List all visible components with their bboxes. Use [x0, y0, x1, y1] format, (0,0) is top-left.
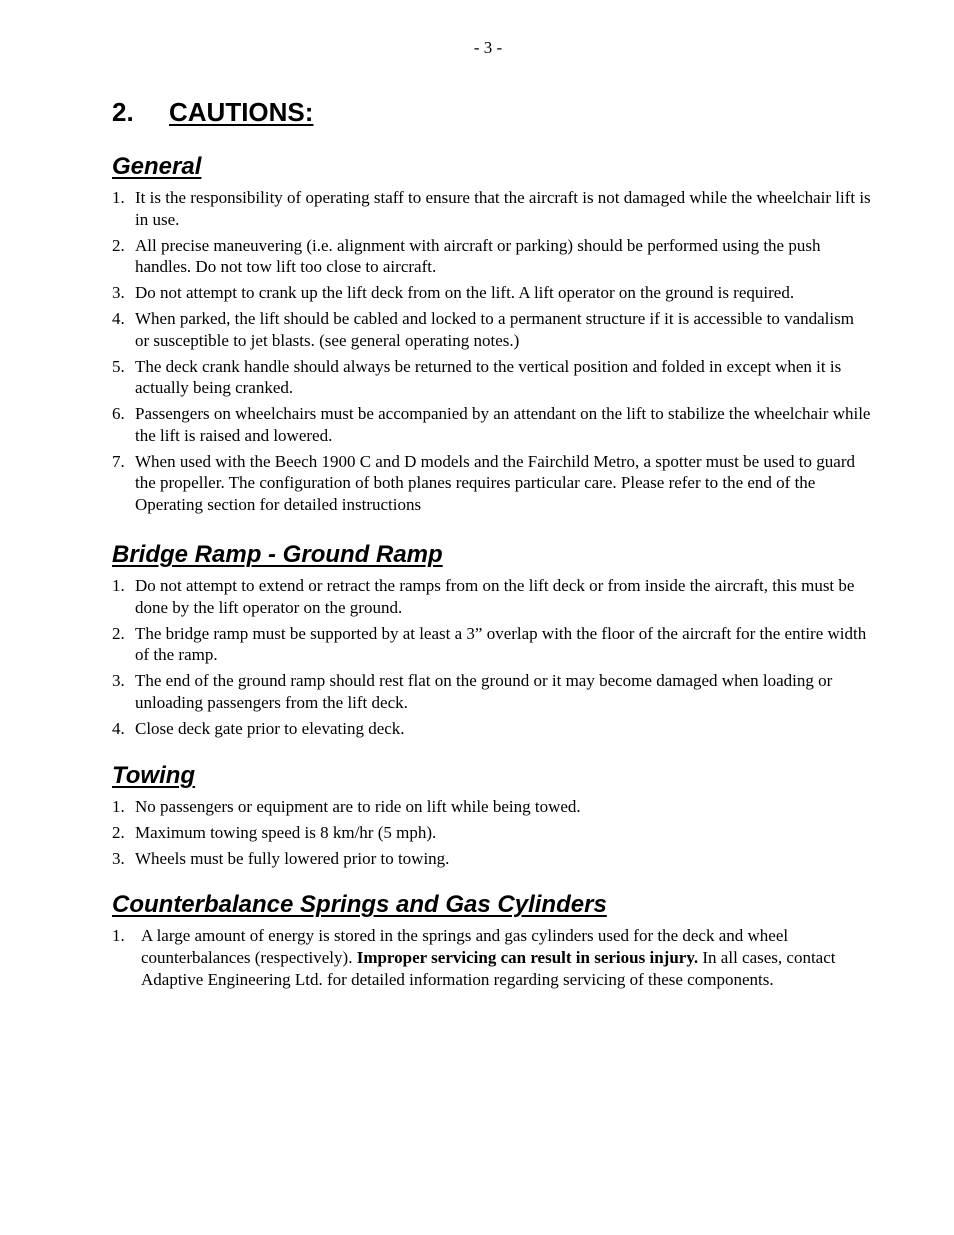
- list-item: [112, 403, 872, 446]
- item-number: 2.: [112, 623, 125, 643]
- list-item: [112, 235, 872, 278]
- item-number: 2.: [112, 823, 125, 842]
- item-number: 1.: [112, 188, 125, 207]
- list-item: [112, 623, 872, 666]
- section-heading-towing: Towing: [112, 762, 196, 789]
- item-text: Close deck gate prior to elevating deck.: [135, 718, 405, 738]
- item-text: Wheels must be fully lowered prior to towing.: [135, 849, 450, 868]
- item-number: 1.: [112, 926, 125, 945]
- list-item: [112, 670, 872, 713]
- list-item: [112, 575, 872, 618]
- item-number: 3.: [112, 849, 125, 868]
- heading-title: CAUTIONS:: [169, 97, 314, 127]
- section-heading-counterbalance: Counterbalance Springs and Gas Cylinders: [112, 891, 607, 918]
- item-number: 1.: [112, 797, 125, 816]
- item-text: When parked, the lift should be cabled and locked to a permanent structure if it is accessible to vandalism or susceptible to jet blasts. (see general operating notes.): [135, 309, 854, 350]
- towing-list: [112, 796, 872, 874]
- page-number: - 3 -: [473, 38, 503, 57]
- list-item: [112, 822, 872, 844]
- list-item: [112, 796, 872, 818]
- list-item: [112, 451, 872, 516]
- item-text: All precise maneuvering (i.e. alignment with aircraft or parking) should be performed using the push handles. Do not tow lift too close to aircraft.: [135, 235, 821, 276]
- item-text: Do not attempt to extend or retract the ramps from on the lift deck or from inside the aircraft, this must be done by the lift operator on the ground.: [135, 576, 855, 617]
- section-heading-general: General: [112, 153, 202, 180]
- item-number: 1.: [112, 576, 125, 595]
- item-text: Passengers on wheelchairs must be accompanied by an attendant on the lift to stabilize the wheelchair while the lift is raised and lowered.: [135, 404, 871, 445]
- item-number: 4.: [112, 309, 125, 328]
- item-number: 2.: [112, 235, 125, 255]
- list-item: [112, 282, 872, 304]
- item-text: The bridge ramp must be supported by at least a 3” overlap with the floor of the aircraft for the entire width of the ramp.: [135, 623, 867, 664]
- section-heading-bridge-ramp: Bridge Ramp - Ground Ramp: [112, 541, 443, 568]
- item-warning-text: Improper servicing can result in serious injury.: [356, 948, 699, 967]
- list-item: [112, 925, 872, 991]
- item-text: No passengers or equipment are to ride on lift while being towed.: [135, 797, 581, 816]
- main-heading: [112, 97, 313, 128]
- heading-number: 2.: [112, 97, 134, 127]
- item-number: 5.: [112, 356, 125, 376]
- general-list: [112, 187, 872, 520]
- list-item: [112, 308, 872, 351]
- item-number: 4.: [112, 718, 125, 738]
- item-text: When used with the Beech 1900 C and D models and the Fairchild Metro, a spotter must be used to guard the propeller. The configuration of both planes requires particular care. Please refer to the end of the Operating section for detailed instructions: [135, 451, 855, 514]
- item-text: In all cases, contact Adaptive Engineering Ltd. for detailed information regarding servicing of these components.: [141, 948, 836, 989]
- item-number: 3.: [112, 671, 125, 690]
- item-text: Do not attempt to crank up the lift deck from on the lift. A lift operator on the ground is required.: [135, 283, 795, 302]
- item-number: 7.: [112, 451, 125, 471]
- item-text: The deck crank handle should always be returned to the vertical position and folded in except when it is actually being cranked.: [135, 356, 842, 397]
- item-text: It is the responsibility of operating staff to ensure that the aircraft is not damaged while the wheelchair lift is in use.: [135, 188, 871, 229]
- list-item: [112, 187, 872, 230]
- item-text: A large amount of energy is stored in the springs and gas cylinders used for the deck and wheel counterbalances (respectively).: [141, 926, 789, 967]
- counterbalance-list: [112, 925, 872, 996]
- list-item: [112, 356, 872, 399]
- list-item: [112, 848, 872, 870]
- item-number: 6.: [112, 404, 125, 423]
- item-text: Maximum towing speed is 8 km/hr (5 mph).: [135, 823, 437, 842]
- item-text: The end of the ground ramp should rest flat on the ground or it may become damaged when loading or unloading passengers from the lift deck.: [135, 671, 833, 712]
- bridge-ramp-list: [112, 575, 872, 744]
- list-item: [112, 718, 872, 740]
- item-number: 3.: [112, 283, 125, 302]
